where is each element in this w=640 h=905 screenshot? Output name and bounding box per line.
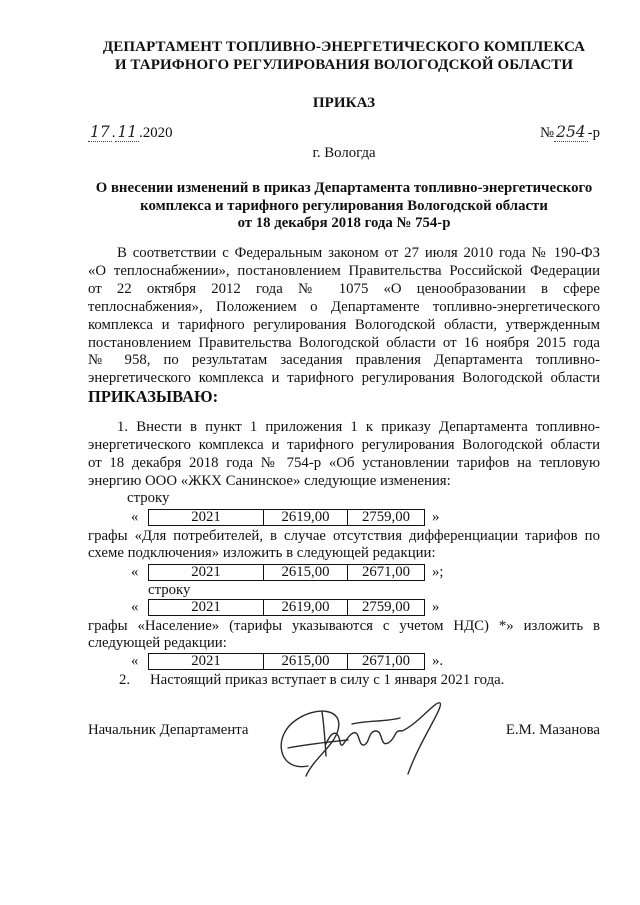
signature <box>268 694 448 782</box>
signature-stroke <box>402 703 440 774</box>
preamble-line: «О теплоснабжении», постановлением Правительства Российской Федерации <box>88 263 600 279</box>
close-quote: »; <box>432 564 444 580</box>
signature-stroke <box>322 712 326 756</box>
tariff-row-table <box>148 564 425 581</box>
date-day-handwritten: 17 <box>90 123 110 141</box>
date-month-handwritten: 11 <box>117 123 138 141</box>
change2-label: строку <box>148 582 191 598</box>
item1-line: энергетического комплекса и тарифного регулирования Вологодской области <box>88 437 600 453</box>
open-quote: « <box>131 653 139 669</box>
year-cell: 2021 <box>149 565 264 580</box>
year-cell: 2021 <box>149 654 264 669</box>
open-quote: « <box>131 599 139 615</box>
tariff-cell-1: 2615,00 <box>264 654 348 669</box>
number-suffix: -р <box>587 125 600 141</box>
tariff-cell-2: 2759,00 <box>361 599 411 615</box>
close-quote: » <box>432 509 440 525</box>
signature-stroke <box>281 711 339 776</box>
signatory-position: Начальник Департамента <box>88 722 249 738</box>
year-cell: 2021 <box>149 510 264 525</box>
change1-column-line: схеме подключения» изложить в следующей редакции: <box>88 545 436 561</box>
tariff-row-table <box>148 509 425 526</box>
tariff-row-table <box>148 599 425 616</box>
change2-old-row <box>131 599 439 616</box>
title-line: О внесении изменений в приказ Департамента топливно-энергетического <box>95 180 593 196</box>
close-quote: ». <box>432 653 444 669</box>
document-number <box>470 122 600 142</box>
preamble-line: энергетического комплекса и тарифного регулирования Вологодской области <box>88 370 600 386</box>
change1-old-row <box>131 509 439 526</box>
tariff-cell-1: 2619,00 <box>264 600 348 615</box>
preamble-line: № 958, по результатам заседания правления Департамента топливно- <box>88 352 600 368</box>
change1-new-row <box>131 564 444 581</box>
city: г. Вологда <box>312 145 376 161</box>
signature-stroke <box>352 718 400 724</box>
date-year: .2020 <box>139 125 173 141</box>
tariff-cell-2: 2671,00 <box>361 564 411 580</box>
item1-line: 1. Внести в пункт 1 приложения 1 к приказу Департамента топливно- <box>117 419 600 435</box>
department-name-line-2: И ТАРИФНОГО РЕГУЛИРОВАНИЯ ВОЛОГОДСКОЙ ОБЛАСТИ <box>114 57 574 73</box>
change2-new-row <box>131 653 443 670</box>
tariff-cell-1: 2615,00 <box>264 565 348 580</box>
preamble-line: В соответствии с Федеральным законом от 27 июля 2010 года № 190-ФЗ <box>117 245 600 261</box>
document-date <box>88 122 172 142</box>
open-quote: « <box>131 509 139 525</box>
preamble-line: комплекса и тарифного регулирования Вологодской области, утвержденным <box>88 317 600 333</box>
signatory-name: Е.М. Мазанова <box>505 722 600 738</box>
title-line: от 18 декабря 2018 года № 754-р <box>237 215 451 231</box>
year-cell: 2021 <box>149 600 264 615</box>
tariff-cell-2: 2759,00 <box>361 509 411 525</box>
number-prefix: № <box>539 125 555 141</box>
close-quote: » <box>432 599 440 615</box>
tariff-row-table <box>148 653 425 670</box>
order-word: ПРИКАЗЫВАЮ: <box>88 387 219 406</box>
open-quote: « <box>131 564 139 580</box>
preamble-line: постановлением Правительства Вологодской области от 16 ноября 2015 года <box>88 335 600 351</box>
preamble-line: теплоснабжения», Положением о Департаменте топливно-энергетического <box>88 299 600 315</box>
tariff-cell-2: 2671,00 <box>361 653 411 669</box>
item2-number: 2. <box>119 672 131 688</box>
number-value-handwritten: 254 <box>556 123 586 141</box>
preamble-line: от 22 октября 2012 года № 1075 «О ценообразовании в сфере <box>88 281 600 297</box>
title-line: комплекса и тарифного регулирования Вологодской области <box>140 198 548 214</box>
tariff-cell-1: 2619,00 <box>264 510 348 525</box>
date-separator: . <box>111 125 116 141</box>
change2-column-line: графы «Население» (тарифы указываются с учетом НДС) *» изложить в <box>88 618 600 634</box>
change2-column-line: следующей редакции: <box>88 635 227 651</box>
item1-line: от 18 декабря 2018 года № 754-р «Об установлении тарифов на тепловую <box>88 455 600 471</box>
document-type: ПРИКАЗ <box>312 95 376 111</box>
change1-label: строку <box>127 490 170 506</box>
department-name-line-1: ДЕПАРТАМЕНТ ТОПЛИВНО-ЭНЕРГЕТИЧЕСКОГО КОМПЛЕКСА <box>102 39 586 55</box>
item2-text: Настоящий приказ вступает в силу с 1 января 2021 года. <box>150 672 505 688</box>
item1-line: энергию ООО «ЖКХ Санинское» следующие изменения: <box>88 473 451 489</box>
change1-column-line: графы «Для потребителей, в случае отсутствия дифференциации тарифов по <box>88 528 600 544</box>
signature-stroke <box>288 740 348 748</box>
